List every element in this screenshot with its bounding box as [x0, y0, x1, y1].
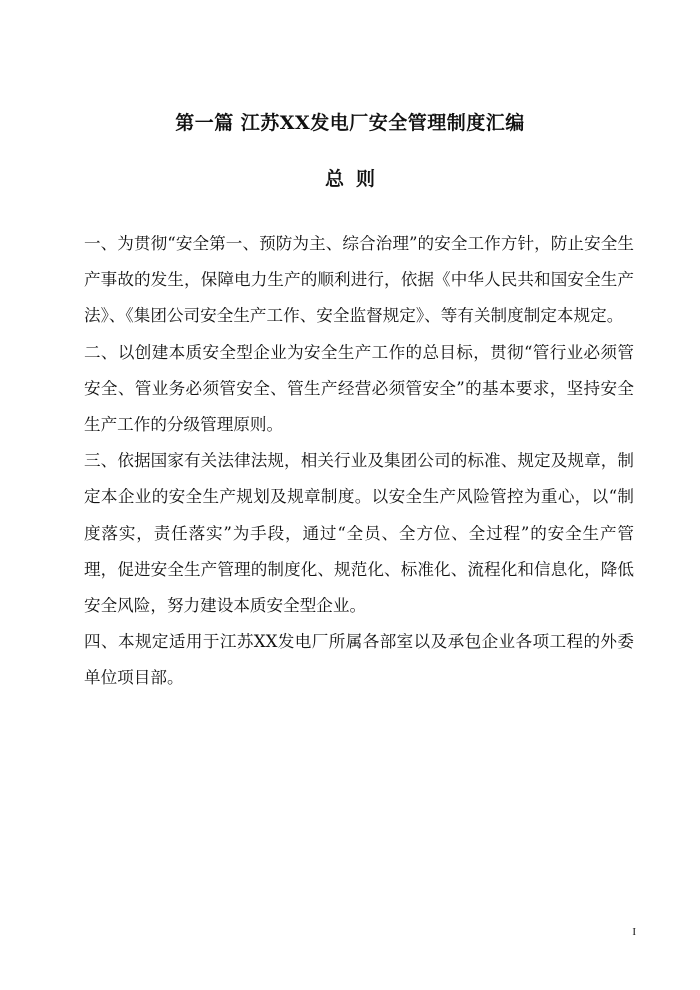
page-number: I: [632, 926, 636, 938]
section-heading: 总则: [324, 168, 387, 190]
paragraph-1: 一、为贯彻“安全第一、预防为主、综合治理”的安全工作方针，防止安全生产事故的发生，保障电力生产的顺利进行，依据《中华人民共和国安全生产法》、《集团公司安全生产工作、安全监督规定》、等有关制度制定本规定。: [84, 234, 634, 326]
body-text: [84, 226, 634, 697]
paragraph-4: 四、本规定适用于江苏XX发电厂所属各部室以及承包企业各项工程的外委单位项目部。: [84, 632, 634, 688]
paragraph-3: 三、依据国家有关法律法规，相关行业及集团公司的标准、规定及规章，制定本企业的安全生产规划及规章制度。以安全生产风险管控为重心，以“制度落实，责任落实”为手段，通过“全员、全方位、全过程”的安全生产管理，促进安全生产管理的制度化、规范化、标准化、流程化和信息化，降低安全风险，努力建设本质安全型企业。: [84, 451, 634, 616]
paragraph-2: 二、以创建本质安全型企业为安全生产工作的总目标，贯彻“管行业必须管安全、管业务必须管安全、管生产经营必须管安全”的基本要求，坚持安全生产工作的分级管理原则。: [84, 342, 634, 435]
document-title: 第一篇 江苏XX发电厂安全管理制度汇编: [175, 112, 525, 134]
